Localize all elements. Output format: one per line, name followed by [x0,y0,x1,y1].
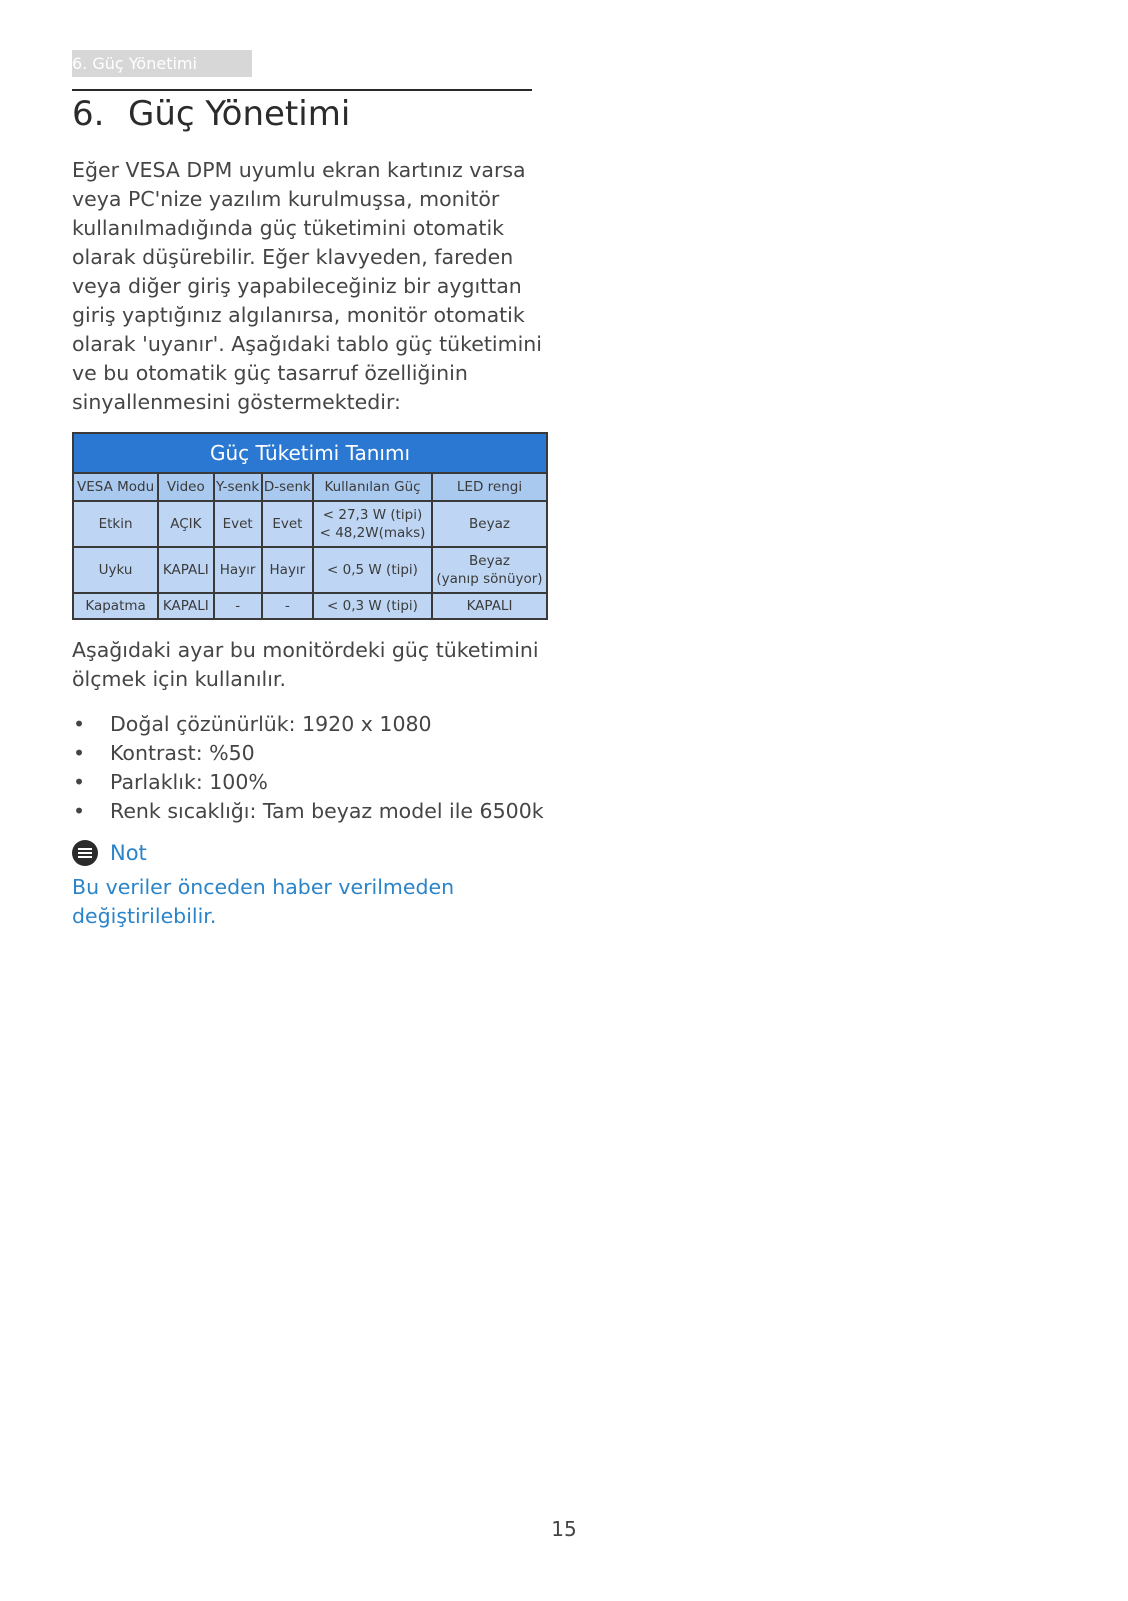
list-item [72,739,552,768]
measurement-intro: Aşağıdaki ayar bu monitördeki güç tüketimini ölçmek için kullanılır. [72,638,539,691]
table-row [73,547,547,593]
page-number: 15 [551,1517,577,1541]
intro-paragraph: Eğer VESA DPM uyumlu ekran kartınız varsa veya PC'nize yazılım kurulmuşsa, monitör kullanılmadığında güç tüketimini otomatik olarak düşürebilir. Eğer klavyeden, fareden veya diğer giriş yapabileceğiniz bir aygıttan giriş yaptığınız algılanırsa, monitör otomatik olarak 'uyanır'. Aşağıdaki tablo güç tüketimini ve bu otomatik güç tasarruf özelliğinin sinyallenmesini göstermektedir: [72,158,542,414]
cell-video: KAPALI [158,593,213,619]
header-divider [72,89,532,91]
note-icon [72,840,98,866]
cell-led-line: (yanıp sönüyor) [436,571,543,587]
table-caption-row [73,433,547,473]
note-title: Not [110,841,147,865]
table-row [73,593,547,619]
bullet: • [73,712,86,736]
cell-power-line: < 0,3 W (tipi) [327,598,418,614]
cell-led [432,547,547,593]
section-number: 6. [72,94,105,134]
header-power-used: Kullanılan Güç [313,473,432,501]
cell-mode: Etkin [73,501,158,547]
cell-vsync: Evet [262,501,313,547]
cell-led-line: Beyaz [469,553,510,569]
list-item-text: Kontrast: %50 [110,741,255,765]
cell-led [432,593,547,619]
table-header-row [73,473,547,501]
cell-hsync: - [214,593,262,619]
cell-led-line: KAPALI [466,598,513,614]
header-vesa-mode: VESA Modu [73,473,158,501]
note-text: Bu veriler önceden haber verilmeden değiştirilebilir. [72,875,455,928]
list-item-text: Parlaklık: 100% [110,770,268,794]
cell-mode: Uyku [73,547,158,593]
cell-mode: Kapatma [73,593,158,619]
list-item-text: Renk sıcaklığı: Tam beyaz model ile 6500k [110,799,544,823]
section-title-text: Güç Yönetimi [128,94,351,134]
list-item-text: Doğal çözünürlük: 1920 x 1080 [110,712,432,736]
cell-power-line: < 0,5 W (tipi) [327,562,418,578]
cell-hsync: Evet [214,501,262,547]
cell-power-line: < 48,2W(maks) [319,525,426,541]
power-consumption-table [72,432,548,620]
table-row [73,501,547,547]
page-title [72,94,350,134]
bullet: • [73,741,86,765]
list-item [72,797,552,826]
cell-power [313,593,432,619]
cell-video: AÇIK [158,501,213,547]
header-vsync: D-senk [262,473,313,501]
bullet: • [73,799,86,823]
cell-led-line: Beyaz [469,516,510,532]
cell-power [313,501,432,547]
cell-video: KAPALI [158,547,213,593]
header-video: Video [158,473,213,501]
bullet: • [73,770,86,794]
cell-hsync: Hayır [214,547,262,593]
header-hsync: Y-senk [214,473,262,501]
cell-power-line: < 27,3 W (tipi) [322,507,423,523]
list-item [72,710,552,739]
note-header [72,838,147,868]
cell-vsync: Hayır [262,547,313,593]
settings-list [72,710,552,826]
cell-led [432,501,547,547]
cell-power [313,547,432,593]
header-led-color: LED rengi [432,473,547,501]
table-caption: Güç Tüketimi Tanımı [73,433,547,473]
cell-vsync: - [262,593,313,619]
section-header-tab: 6. Güç Yönetimi [72,50,252,77]
list-item [72,768,552,797]
